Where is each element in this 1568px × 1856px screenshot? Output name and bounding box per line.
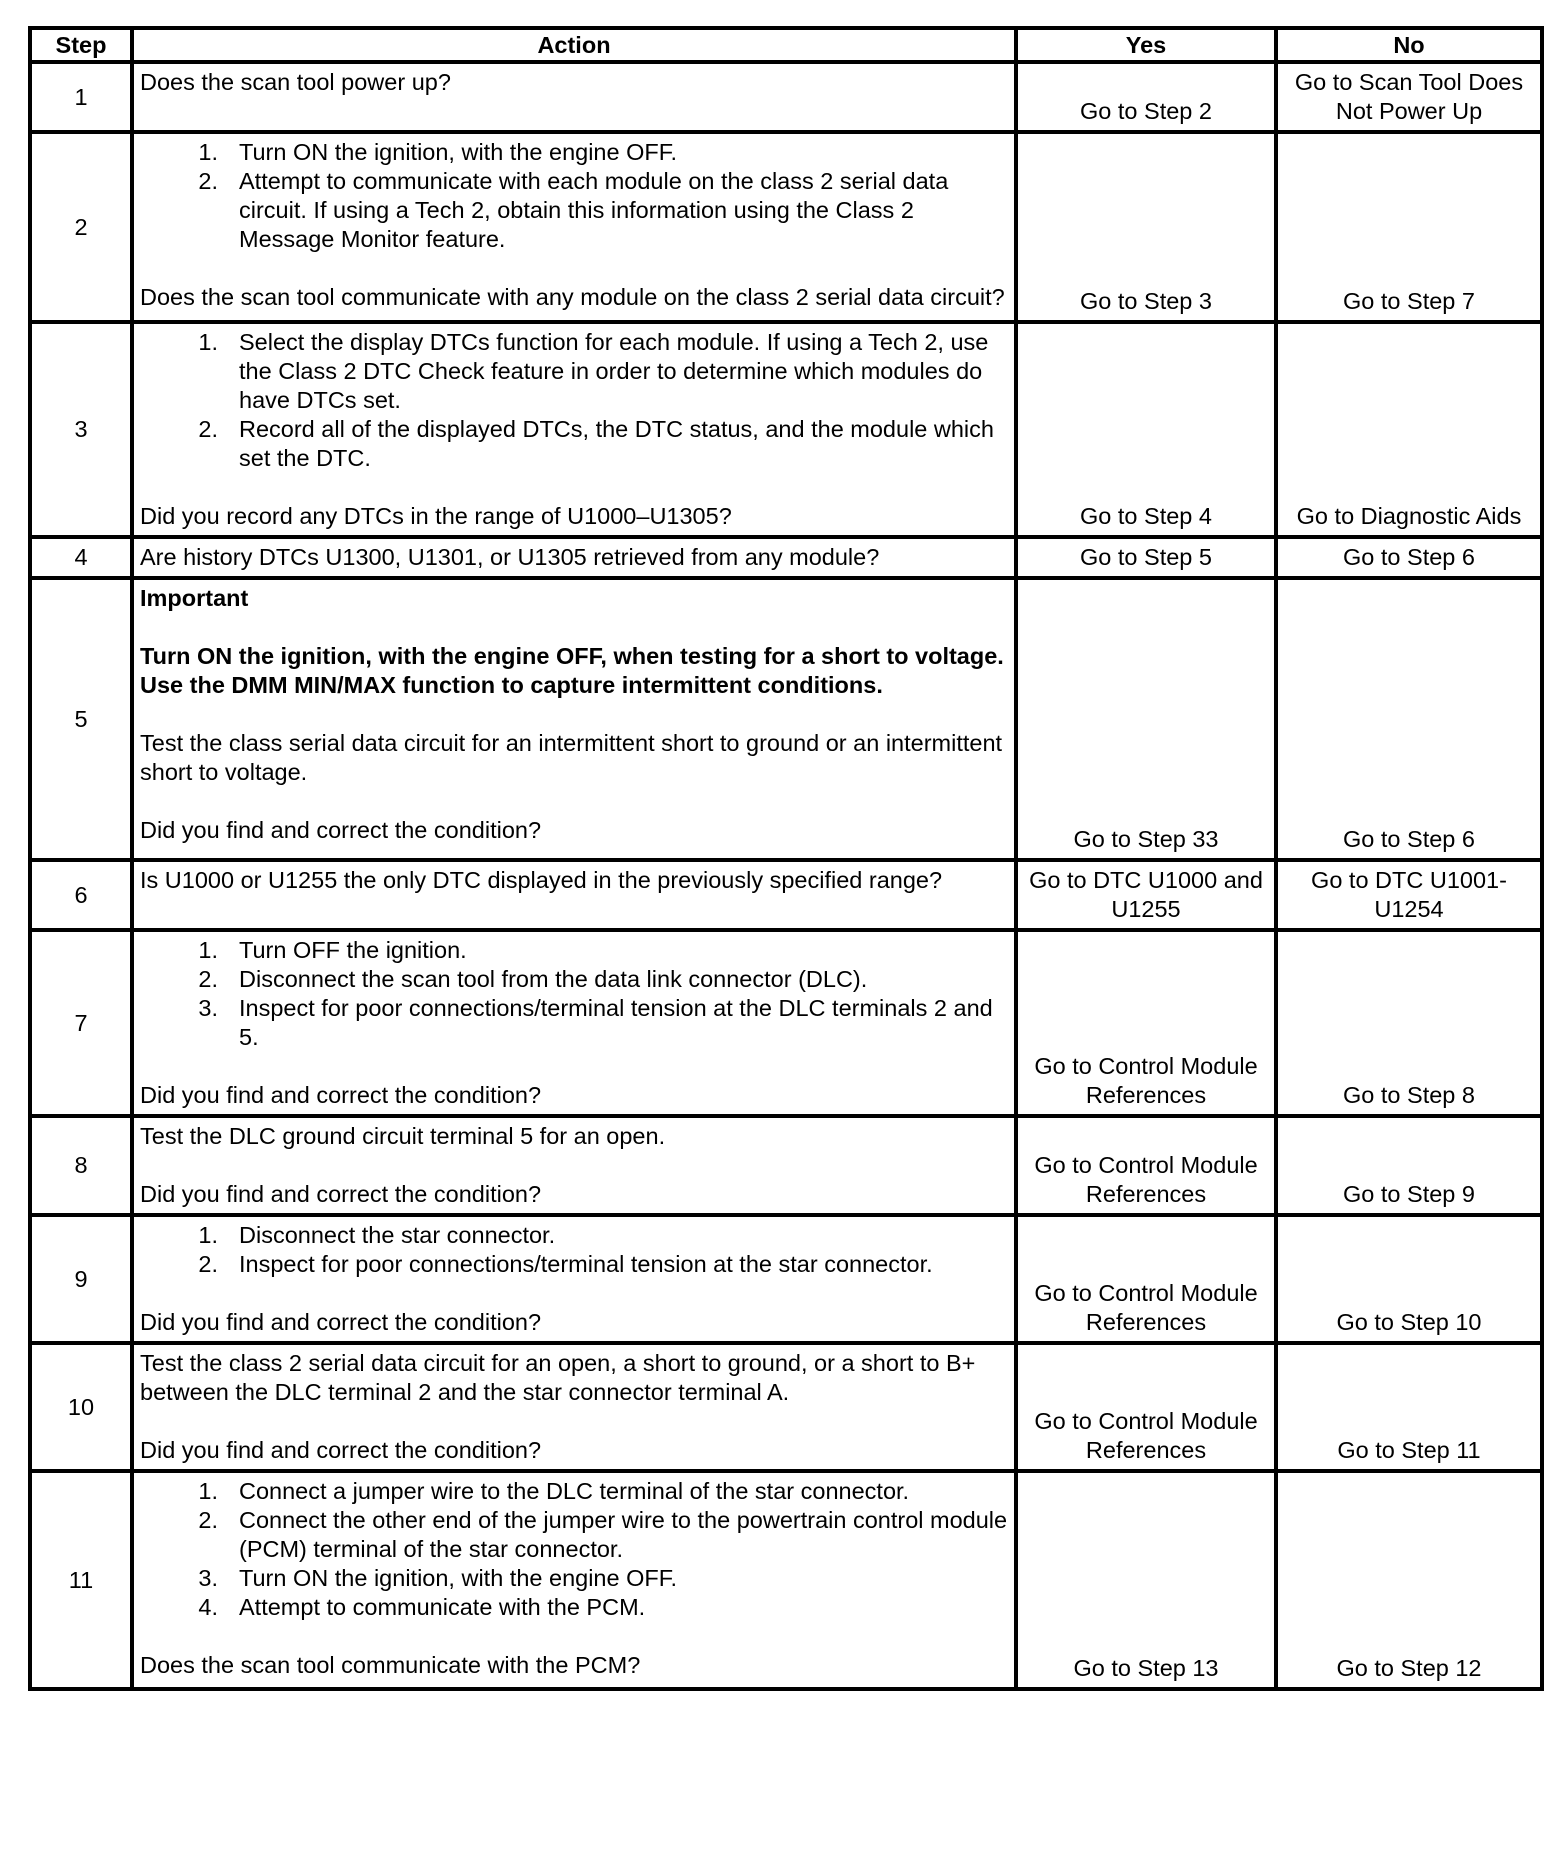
step-number: 8: [30, 1116, 132, 1215]
action-instruction: Test the DLC ground circuit terminal 5 for an open.: [140, 1123, 666, 1149]
action-cell: [132, 62, 1016, 132]
yes-cell: Go to Step 13: [1016, 1471, 1276, 1689]
list-item: 1. Connect a jumper wire to the DLC terminal of the star connector.: [198, 1478, 910, 1504]
list-item: 2. Disconnect the scan tool from the data link connector (DLC).: [198, 966, 868, 992]
table-row: [30, 578, 1542, 860]
header-no: No: [1276, 28, 1542, 62]
action-cell: [132, 1116, 1016, 1215]
step-number: 3: [30, 322, 132, 537]
table-row: [30, 1343, 1542, 1471]
step-number: 10: [30, 1343, 132, 1471]
table-row: [30, 1215, 1542, 1343]
table-row: [30, 1116, 1542, 1215]
table-row: [30, 62, 1542, 132]
action-question: Are history DTCs U1300, U1301, or U1305 retrieved from any module?: [140, 544, 880, 570]
list-item: 1. Turn OFF the ignition.: [198, 937, 467, 963]
list-item: 1. Disconnect the star connector.: [198, 1222, 556, 1248]
yes-cell: Go to Step 2: [1016, 62, 1276, 132]
action-instruction: Test the class 2 serial data circuit for an open, a short to ground, or a short to B+ between the DLC terminal 2 and the star connector terminal A.: [140, 1350, 976, 1405]
action-cell: [132, 1343, 1016, 1471]
action-cell: [132, 1471, 1016, 1689]
diagnostic-table-container: [28, 26, 1540, 1691]
no-cell: Go to Step 6: [1276, 578, 1542, 860]
list-item: 4. Attempt to communicate with the PCM.: [198, 1594, 646, 1620]
list-item: 2. Connect the other end of the jumper wire to the powertrain control module (PCM) terminal of the star connector.: [198, 1507, 1008, 1562]
action-question: Does the scan tool communicate with the PCM?: [140, 1652, 641, 1678]
action-cell: [132, 578, 1016, 860]
action-list: [140, 138, 1008, 254]
yes-cell: Go to Step 3: [1016, 132, 1276, 322]
header-action: Action: [132, 28, 1016, 62]
action-list: [140, 328, 1008, 473]
no-cell: Go to Step 9: [1276, 1116, 1542, 1215]
yes-cell: Go to Control Module References: [1016, 930, 1276, 1116]
step-number: 5: [30, 578, 132, 860]
header-step: Step: [30, 28, 132, 62]
important-text: Turn ON the ignition, with the engine OFF, when testing for a short to voltage. Use the DMM MIN/MAX function to capture intermittent conditions.: [140, 643, 1004, 698]
action-question: Did you find and correct the condition?: [140, 1309, 542, 1335]
action-question: Did you find and correct the condition?: [140, 1181, 542, 1207]
action-list: [140, 1221, 1008, 1279]
action-cell: [132, 132, 1016, 322]
list-item: 1. Turn ON the ignition, with the engine OFF.: [198, 139, 678, 165]
table-row: [30, 1471, 1542, 1689]
important-title: Important: [140, 585, 249, 611]
action-list: [140, 936, 1008, 1052]
step-number: 4: [30, 537, 132, 578]
list-item: 2. Attempt to communicate with each module on the class 2 serial data circuit. If using a Tech 2, obtain this information using the Class 2 Message Monitor feature.: [198, 168, 949, 252]
yes-cell: Go to Step 33: [1016, 578, 1276, 860]
step-number: 7: [30, 930, 132, 1116]
list-item: 3. Turn ON the ignition, with the engine OFF.: [198, 1565, 678, 1591]
no-cell: Go to Scan Tool Does Not Power Up: [1276, 62, 1542, 132]
step-number: 9: [30, 1215, 132, 1343]
yes-cell: Go to DTC U1000 and U1255: [1016, 860, 1276, 930]
action-cell: [132, 1215, 1016, 1343]
table-row: [30, 132, 1542, 322]
action-cell: [132, 860, 1016, 930]
action-cell: [132, 537, 1016, 578]
yes-cell: Go to Step 4: [1016, 322, 1276, 537]
table-row: [30, 860, 1542, 930]
action-question: Is U1000 or U1255 the only DTC displayed in the previously specified range?: [140, 867, 943, 893]
action-cell: [132, 322, 1016, 537]
table-row: [30, 322, 1542, 537]
no-cell: Go to Step 7: [1276, 132, 1542, 322]
yes-cell: Go to Control Module References: [1016, 1116, 1276, 1215]
yes-cell: Go to Step 5: [1016, 537, 1276, 578]
header-yes: Yes: [1016, 28, 1276, 62]
no-cell: Go to Step 10: [1276, 1215, 1542, 1343]
action-cell: [132, 930, 1016, 1116]
step-number: 11: [30, 1471, 132, 1689]
step-number: 6: [30, 860, 132, 930]
action-question: Does the scan tool power up?: [140, 69, 451, 95]
action-question: Did you find and correct the condition?: [140, 1082, 542, 1108]
step-number: 1: [30, 62, 132, 132]
list-item: 2. Record all of the displayed DTCs, the DTC status, and the module which set the DTC.: [198, 416, 994, 471]
no-cell: Go to Step 6: [1276, 537, 1542, 578]
list-item: 3. Inspect for poor connections/terminal tension at the DLC terminals 2 and 5.: [198, 995, 993, 1050]
no-cell: Go to Diagnostic Aids: [1276, 322, 1542, 537]
action-question: Does the scan tool communicate with any module on the class 2 serial data circuit?: [140, 284, 1005, 310]
action-question: Did you find and correct the condition?: [140, 1437, 542, 1463]
list-item: 1. Select the display DTCs function for each module. If using a Tech 2, use the Class 2 DTC Check feature in order to determine which modules do have DTCs set.: [198, 329, 989, 413]
diagnostic-table: [28, 26, 1544, 1691]
action-question: Did you find and correct the condition?: [140, 817, 542, 843]
no-cell: Go to Step 8: [1276, 930, 1542, 1116]
no-cell: Go to Step 12: [1276, 1471, 1542, 1689]
no-cell: Go to Step 11: [1276, 1343, 1542, 1471]
list-item: 2. Inspect for poor connections/terminal tension at the star connector.: [198, 1251, 933, 1277]
action-question: Did you record any DTCs in the range of U1000–U1305?: [140, 503, 732, 529]
table-row: [30, 537, 1542, 578]
no-cell: Go to DTC U1001-U1254: [1276, 860, 1542, 930]
header-row: [30, 28, 1542, 62]
table-row: [30, 930, 1542, 1116]
yes-cell: Go to Control Module References: [1016, 1215, 1276, 1343]
step-number: 2: [30, 132, 132, 322]
action-instruction: Test the class serial data circuit for an intermittent short to ground or an intermittent short to voltage.: [140, 730, 1003, 785]
yes-cell: Go to Control Module References: [1016, 1343, 1276, 1471]
action-list: [140, 1477, 1008, 1622]
